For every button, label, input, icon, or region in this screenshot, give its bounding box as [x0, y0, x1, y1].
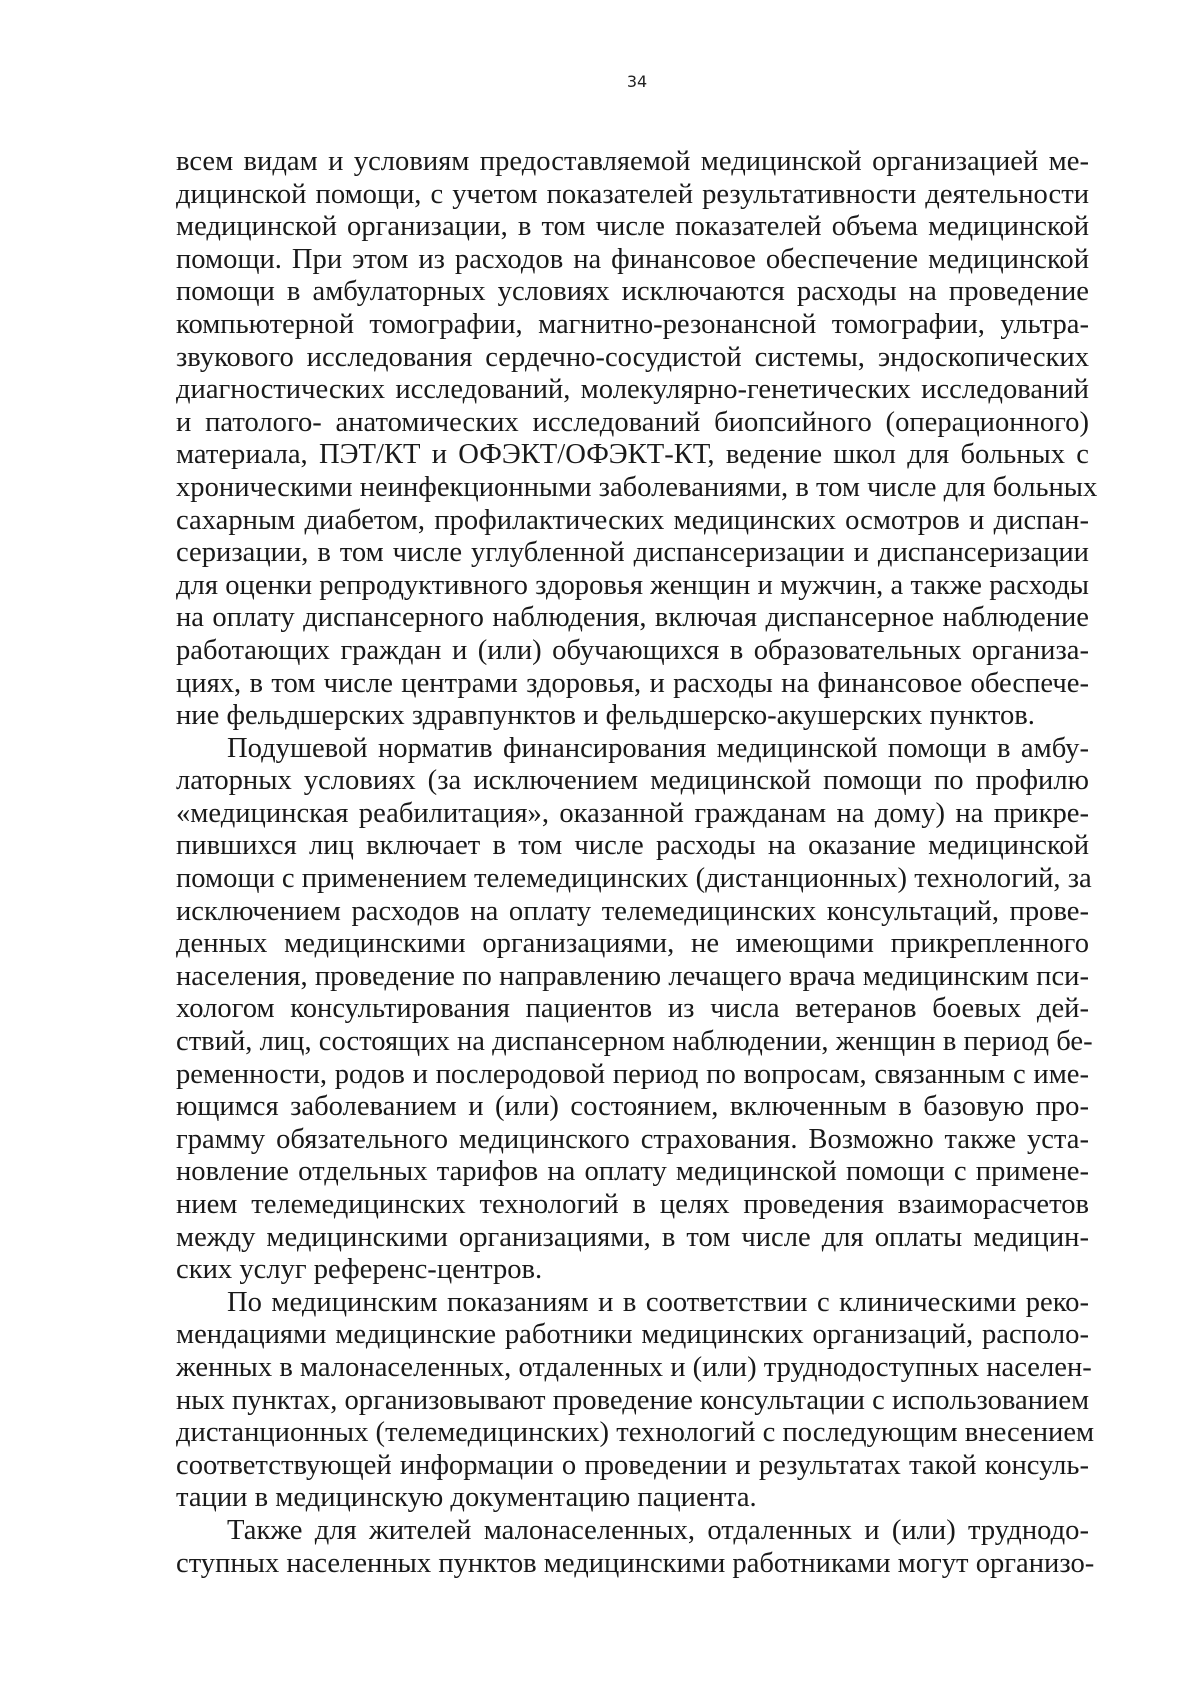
text-line: и патолого- анатомических исследований биопсийного (операционного) — [176, 406, 1089, 438]
text-line: материала, ПЭТ/КТ и ОФЭКТ/ОФЭКТ-КТ, ведение школ для больных с — [176, 439, 1089, 471]
text-line: помощи в амбулаторных условиях исключаются расходы на проведение — [176, 276, 1089, 308]
text-line: хроническими неинфекционными заболеваниями, в том числе для больных — [176, 471, 1098, 503]
text-line: компьютерной томографии, магнитно-резонансной томографии, ультра- — [176, 308, 1089, 340]
text-line: Также для жителей малонаселенных, отдаленных и (или) труднодо- — [227, 1514, 1089, 1546]
text-line: диагностических исследований, молекулярно-генетических исследований — [176, 374, 1089, 406]
paragraph — [176, 1286, 1095, 1515]
text-line: тации в медицинскую документацию пациента. — [176, 1482, 757, 1514]
text-line: ние фельдшерских здравпунктов и фельдшерско-акушерских пунктов. — [176, 700, 1035, 732]
text-line: помощи. При этом из расходов на финансовое обеспечение медицинской — [176, 243, 1089, 275]
text-line: ствий, лиц, состоящих на диспансерном наблюдении, женщин в период бе- — [176, 1026, 1093, 1058]
paragraph — [176, 146, 1098, 733]
text-line: По медицинским показаниям и в соответствии с клиническими реко- — [227, 1286, 1089, 1318]
text-line: ных пунктах, организовывают проведение консультации с использованием — [176, 1384, 1090, 1416]
text-line: ременности, родов и послеродовой период по вопросам, связанным с име- — [176, 1058, 1089, 1090]
text-line: новление отдельных тарифов на оплату медицинской помощи с примене- — [176, 1156, 1089, 1188]
body-text — [176, 146, 1098, 1580]
text-line: для оценки репродуктивного здоровья женщин и мужчин, а также расходы — [176, 569, 1089, 601]
text-line: пившихся лиц включает в том числе расходы на оказание медицинской — [176, 830, 1089, 862]
text-line: грамму обязательного медицинского страхования. Возможно также уста- — [176, 1123, 1089, 1155]
text-line: ских услуг референс-центров. — [176, 1254, 543, 1286]
text-line: женных в малонаселенных, отдаленных и (или) труднодоступных населен- — [176, 1351, 1092, 1383]
text-line: Подушевой норматив финансирования медицинской помощи в амбу- — [227, 732, 1089, 764]
text-line: на оплату диспансерного наблюдения, включая диспансерное наблюдение — [176, 602, 1089, 634]
text-line: «медицинская реабилитация», оказанной гражданам на дому) на прикре- — [176, 797, 1089, 829]
text-line: ющимся заболеванием и (или) состоянием, включенным в базовую про- — [176, 1091, 1089, 1123]
page-number: 34 — [626, 72, 648, 91]
text-line: между медицинскими организациями, в том числе для оплаты медицин- — [176, 1221, 1089, 1253]
text-line: помощи с применением телемедицинских (дистанционных) технологий, за — [176, 863, 1092, 895]
text-line: мендациями медицинские работники медицинских организаций, располо- — [176, 1319, 1089, 1351]
text-line: денных медицинскими организациями, не имеющими прикрепленного — [176, 928, 1089, 960]
text-line: латорных условиях (за исключением медицинской помощи по профилю — [176, 765, 1089, 797]
text-line: дицинской помощи, с учетом показателей результативности деятельности — [176, 178, 1089, 210]
text-line: исключением расходов на оплату телемедицинских консультаций, прове- — [176, 895, 1089, 927]
paragraph — [176, 732, 1093, 1287]
text-line: соответствующей информации о проведении и результатах такой консуль- — [176, 1449, 1089, 1481]
text-line: серизации, в том числе углубленной диспансеризации и диспансеризации — [176, 537, 1089, 569]
text-line: медицинской организации, в том числе показателей объема медицинской — [176, 211, 1089, 243]
text-line: дистанционных (телемедицинских) технологий с последующим внесением — [176, 1417, 1095, 1449]
text-line: хологом консультирования пациентов из числа ветеранов боевых дей- — [176, 993, 1089, 1025]
text-line: звукового исследования сердечно-сосудистой системы, эндоскопических — [176, 341, 1089, 373]
text-line: работающих граждан и (или) обучающихся в образовательных организа- — [176, 634, 1089, 666]
text-line: циях, в том числе центрами здоровья, и расходы на финансовое обеспече- — [176, 667, 1089, 699]
text-line: сахарным диабетом, профилактических медицинских осмотров и диспан- — [176, 504, 1089, 536]
text-line: всем видам и условиям предоставляемой медицинской организацией ме- — [176, 146, 1089, 177]
text-line: населения, проведение по направлению лечащего врача медицинским пси- — [176, 960, 1089, 992]
paragraph — [176, 1514, 1095, 1580]
text-line: ступных населенных пунктов медицинскими работниками могут организо- — [176, 1547, 1095, 1579]
text-line: нием телемедицинских технологий в целях проведения взаиморасчетов — [176, 1189, 1089, 1220]
